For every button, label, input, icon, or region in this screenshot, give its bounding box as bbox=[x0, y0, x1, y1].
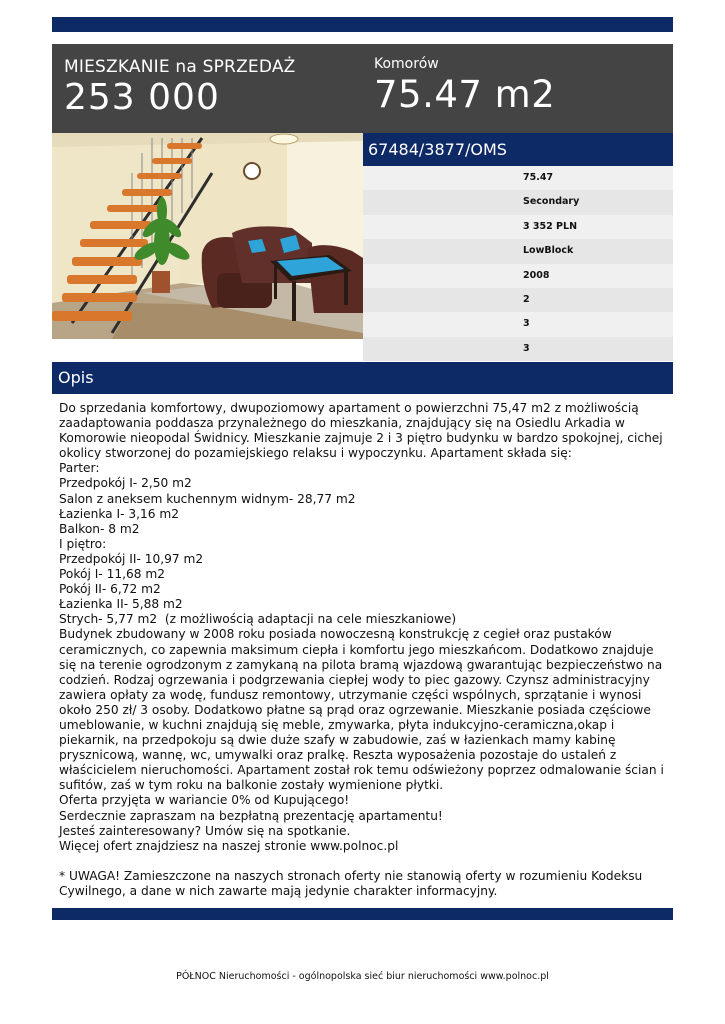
spec-value-area: 75.47 bbox=[523, 172, 554, 183]
spec-row bbox=[363, 264, 673, 288]
spec-row bbox=[363, 312, 673, 336]
description-heading: Opis bbox=[58, 368, 94, 387]
description-text: Do sprzedania komfortowy, dwupoziomowy apartament o powierzchni 75,47 m2 z możliwością zaadaptowania poddasza przynależnego do mieszkania, znajdujący się na Osiedlu Arkadia w Komorowie nieopodal Świdnicy. Mieszkanie zajmuje 2 i 3 piętro budynku w bardzo spokojnej, cichej okolicy stworzonej do pozamiejskiego relaksu i wypoczynku. Apartament składa się: Parter: Przedpokój I- 2,50 m2 Salon z aneksem kuchennym widnym- 28,77 m2 Łazienka I- 3,16 m2 Balkon- 8 m2 I piętro: Przedpokój II- 10,97 m2 Pokój I- 11,68 m2 Pokój II- 6,72 m2 Łazienka II- 5,88 m2 Strych- 5,77 m2 (z możliwością adaptacji na cele mieszkaniowe) Budynek zbudowany w 2008 roku posiada nowoczesną konstrukcję z cegieł oraz pustaków ceramicznych, co zapewnia maksimum ciepła i komfortu jego mieszkańcom. Dodatkowo znajduje się na terenie ogrodzonym z zamykaną na pilota bramą wjazdową gwarantując bezpieczeństwo na codzień. Rodzaj ogrzewania i podgrzewania ciepłej wody to piec gazowy. Czynsz administracyjny zawiera opłaty za wodę, fundusz remontowy, utrzymanie części wspólnych, sprzątanie i wynosi około 250 zł/ 3 osoby. Dodatkowo płatne są prąd oraz ogrzewanie. Mieszkanie posiada częściowe umeblowanie, w kuchni znajdują się meble, zmywarka, płyta indukcyjno-ceramiczna,okap i piekarnik, na przedpokoju są dwie duże szafy w zabudowie, zaś w łazienkach mamy kabinę prysznicową, wannę, wc, umywalki oraz pralkę. Reszta wyposażenia pozostaje do ustaleń z właścicielem nieruchomości. Apartament został rok temu odświeżony poprzez odmalowanie ścian i sufitów, zaś w tym roku na balkonie zostały wymienione płytki. Oferta przyjęta w wariancie 0% od Kupującego! Serdecznie zapraszam na bezpłatną prezentację apartamentu! Jesteś zainteresowany? Umów się na spotkanie. Więcej ofert znajdziesz na naszej stronie www.polnoc.pl * UWAGA! Zamieszczone na naszych stronach oferty nie stanowią oferty w rozumieniu Kodeksu Cywilnego, a dane w nich zawarte mają jedynie charakter informacyjny. bbox=[59, 401, 664, 898]
spec-value-floor: 2 bbox=[523, 293, 530, 305]
listing-photo bbox=[52, 133, 363, 339]
top-decorative-band bbox=[52, 17, 673, 32]
listing-city: Komorów bbox=[374, 56, 439, 72]
spec-row bbox=[363, 288, 673, 312]
spec-value-market: Secondary bbox=[523, 196, 580, 208]
specifications-table bbox=[363, 166, 673, 361]
spec-row bbox=[363, 190, 673, 214]
spec-row bbox=[363, 239, 673, 263]
listing-type: MIESZKANIE na SPRZEDAŻ bbox=[64, 57, 296, 77]
spec-row bbox=[363, 337, 673, 361]
listing-price: 253 000 bbox=[64, 77, 220, 118]
listing-area: 75.47 m2 bbox=[374, 73, 556, 116]
spec-row bbox=[363, 215, 673, 239]
spec-row bbox=[363, 166, 673, 190]
spec-value-year: 2008 bbox=[523, 269, 550, 281]
description-heading-bar bbox=[52, 362, 673, 394]
spec-value-building-type: LowBlock bbox=[523, 245, 574, 257]
offer-reference-number: 67484/3877/OMS bbox=[368, 140, 507, 159]
spec-value-floors-total: 3 bbox=[523, 342, 530, 354]
listing-header bbox=[52, 44, 673, 133]
bottom-decorative-band bbox=[52, 908, 673, 920]
offer-reference-bar bbox=[363, 133, 673, 166]
footer-text: PÓŁNOC Nieruchomości - ogólnopolska sieć biur nieruchomości www.polnoc.pl bbox=[176, 971, 549, 982]
spec-value-price-per-m2: 3 352 PLN bbox=[523, 220, 578, 232]
spec-value-rooms: 3 bbox=[523, 318, 530, 330]
